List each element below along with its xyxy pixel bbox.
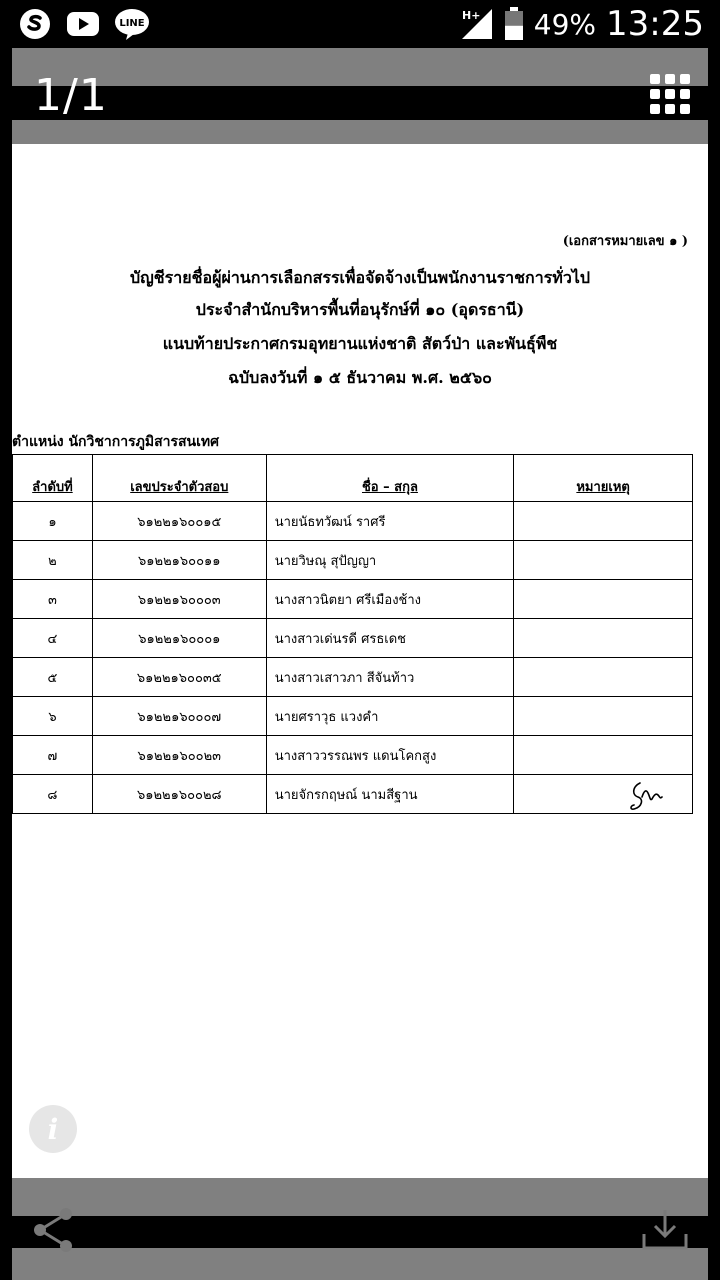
- row-number: ๓: [13, 580, 93, 619]
- row-number: ๗: [13, 736, 93, 775]
- top-toolbar: [12, 86, 708, 120]
- row-number: ๘: [13, 775, 93, 814]
- document-reference: (เอกสารหมายเลข ๑ ): [562, 234, 688, 249]
- column-header-exam-id: เลขประจำตัวสอบ: [92, 455, 266, 502]
- column-header-note: หมายเหตุ: [514, 455, 693, 502]
- note-cell: [514, 736, 693, 775]
- exam-id: ๖๑๒๒๑๖๐๐๒๘: [92, 775, 266, 814]
- note-cell: [514, 580, 693, 619]
- status-bar: [0, 0, 720, 48]
- page-indicator: 1/1: [34, 70, 108, 121]
- column-header-no: ลำดับที่: [13, 455, 93, 502]
- candidate-name: นายศราวุธ แวงคำ: [266, 697, 514, 736]
- grid-view-button[interactable]: [650, 74, 690, 114]
- table-row: [13, 502, 693, 541]
- table-row: [13, 697, 693, 736]
- note-cell: [514, 697, 693, 736]
- share-button[interactable]: [32, 1206, 76, 1254]
- signal-icon: [460, 7, 494, 41]
- document-title-line-4: ฉบับลงวันที่ ๑ ๕ ธันวาคม พ.ศ. ๒๕๖๐: [228, 368, 492, 387]
- table-row: [13, 658, 693, 697]
- document-title-line-3: แนบท้ายประกาศกรมอุทยานแห่งชาติ สัตว์ป่า และพันธุ์พืช: [162, 334, 558, 353]
- candidate-name: นางสาวเสาวภา สีจันท้าว: [266, 658, 514, 697]
- signature-mark: [628, 779, 666, 813]
- bottom-toolbar: [12, 1216, 708, 1248]
- table-row: [13, 580, 693, 619]
- candidate-name: นายนัธทวัฒน์ ราศรี: [266, 502, 514, 541]
- exam-id: ๖๑๒๒๑๖๐๐๐๗: [92, 697, 266, 736]
- row-number: ๒: [13, 541, 93, 580]
- line-icon: [114, 7, 150, 41]
- line-label: LINE: [119, 18, 145, 29]
- column-header-name: ชื่อ – สกุล: [266, 455, 514, 502]
- candidate-name: นายวิษณุ สุปัญญา: [266, 541, 514, 580]
- position-heading: ตำแหน่ง นักวิชาการภูมิสารสนเทศ: [12, 434, 220, 450]
- exam-id: ๖๑๒๒๑๖๐๐๑๕: [92, 502, 266, 541]
- candidate-name: นางสาววรรณพร แดนโคกสูง: [266, 736, 514, 775]
- table-row: [13, 619, 693, 658]
- document-title-line-2: ประจำสำนักบริหารพื้นที่อนุรักษ์ที่ ๑๐ (อุดรธานี): [195, 300, 525, 319]
- grid-icon: [650, 74, 660, 84]
- note-cell: [514, 619, 693, 658]
- system-indicators: [460, 0, 704, 48]
- row-number: ๕: [13, 658, 93, 697]
- exam-id: ๖๑๒๒๑๖๐๐๐๓: [92, 580, 266, 619]
- share-icon: [32, 1206, 76, 1254]
- candidate-name: นายจักรกฤษณ์ นามสีฐาน: [266, 775, 514, 814]
- note-cell: [514, 541, 693, 580]
- table-row: [13, 775, 693, 814]
- note-cell: [514, 775, 693, 814]
- candidate-name: นางสาวเด่นรดี ศรธเดช: [266, 619, 514, 658]
- candidate-table: [12, 454, 693, 814]
- swarm-icon: [18, 7, 52, 41]
- exam-id: ๖๑๒๒๑๖๐๐๓๕: [92, 658, 266, 697]
- table-row: [13, 736, 693, 775]
- candidate-name: นางสาวนิตยา ศรีเมืองช้าง: [266, 580, 514, 619]
- table-row: [13, 541, 693, 580]
- document-page[interactable]: [12, 144, 708, 1178]
- info-button[interactable]: [29, 1105, 77, 1153]
- download-icon: [640, 1206, 690, 1254]
- battery-percent: 49%: [533, 7, 597, 41]
- exam-id: ๖๑๒๒๑๖๐๐๑๑: [92, 541, 266, 580]
- battery-icon: [504, 7, 524, 41]
- info-icon: i: [47, 1112, 59, 1146]
- document-title-line-1: บัญชีรายชื่อผู้ผ่านการเลือกสรรเพื่อจัดจ้างเป็นพนักงานราชการทั่วไป: [130, 268, 590, 287]
- notification-icons: [18, 6, 150, 42]
- download-button[interactable]: [640, 1206, 690, 1254]
- row-number: ๖: [13, 697, 93, 736]
- row-number: ๔: [13, 619, 93, 658]
- note-cell: [514, 658, 693, 697]
- exam-id: ๖๑๒๒๑๖๐๐๐๑: [92, 619, 266, 658]
- youtube-icon: [66, 11, 100, 37]
- exam-id: ๖๑๒๒๑๖๐๐๒๓: [92, 736, 266, 775]
- note-cell: [514, 502, 693, 541]
- table-body: [13, 502, 693, 814]
- table-header-row: [13, 455, 693, 502]
- row-number: ๑: [13, 502, 93, 541]
- clock: 13:25: [606, 4, 704, 44]
- network-type: H+: [461, 9, 481, 22]
